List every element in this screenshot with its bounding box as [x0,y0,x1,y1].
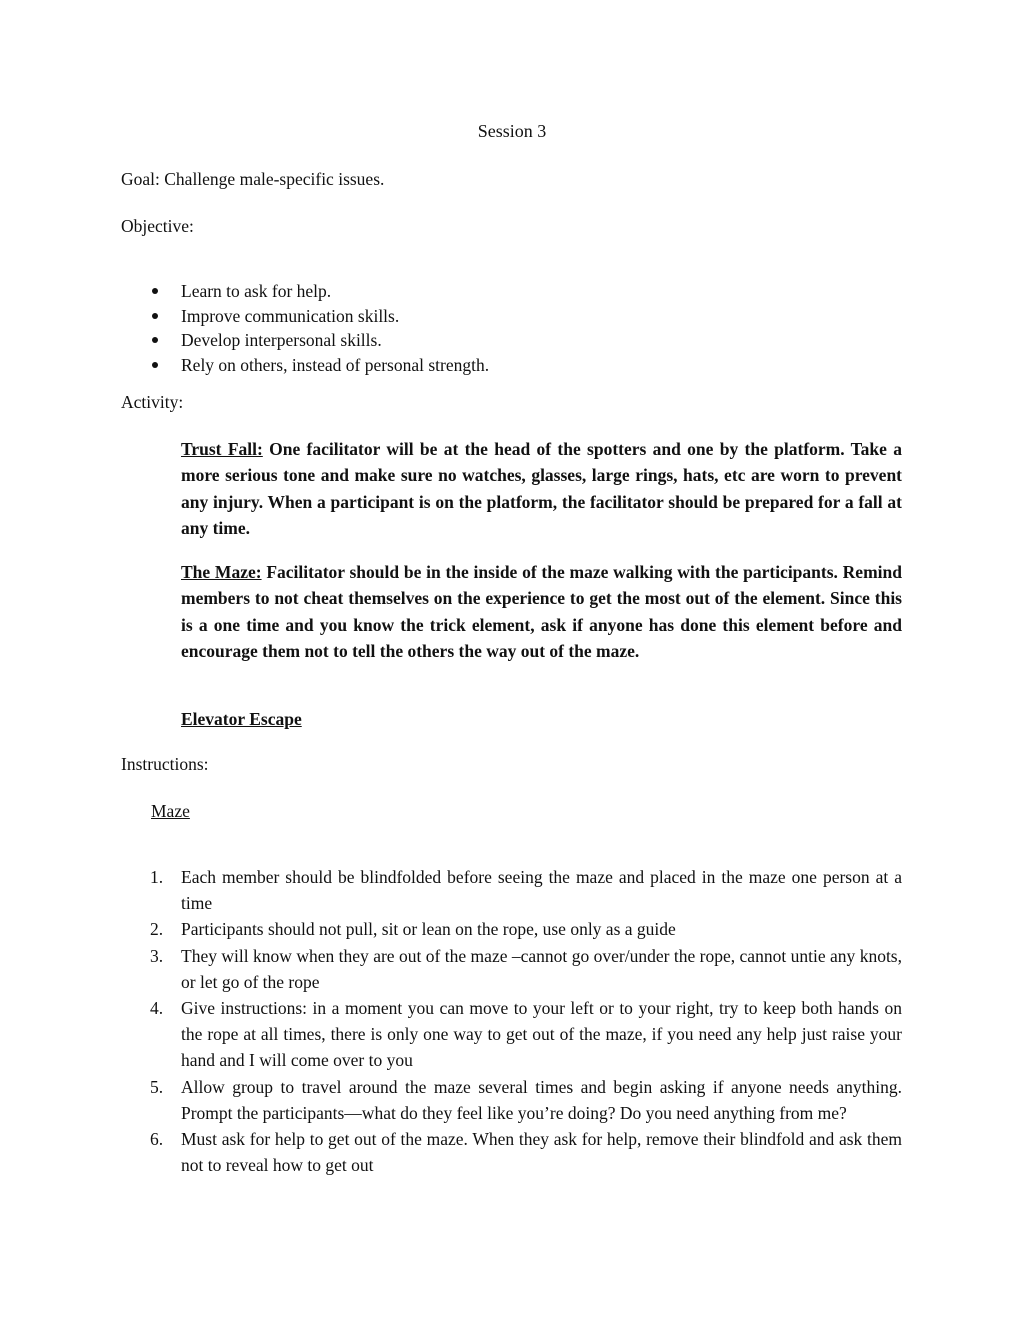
bullet-icon [152,337,158,343]
instructions-label: Instructions: [121,754,209,774]
trust-fall-paragraph [181,436,902,541]
trust-fall-heading: Trust Fall: [181,439,263,459]
objective-label: Objective: [121,216,194,236]
goal-text: Goal: Challenge male-specific issues. [121,169,385,189]
list-item: 6. Must ask for help to get out of the maze. When they ask for help, remove their blindfold and ask them not to reveal how to get out [150,1129,902,1176]
bullet-icon [152,362,158,368]
trust-fall-text: One facilitator will be at the head of the spotters and one by the platform. Take a more serious tone and make sure no watches, glasses, large rings, hats, etc are worn to prevent any injury. When a participant is on the platform, the facilitator should be prepared for a fall at any time. [181,439,902,538]
activity-label: Activity: [121,392,184,412]
maze-subheading: Maze [151,801,190,821]
maze-paragraph [181,559,902,664]
maze-text: Facilitator should be in the inside of the maze walking with the participants. Remind members to not cheat themselves on the experience to get the most out of the element. Since this is a one time and you know the trick element, ask if anyone has done this element before and encourage them not to tell the others the way out of the maze. [181,562,902,661]
list-item: 4. Give instructions: in a moment you can move to your left or to your right, try to keep both hands on the rope at all times, there is only one way to get out of the maze, if you need any help just raise your hand and I will come over to you [150,998,902,1071]
elevator-escape-heading: Elevator Escape [181,709,302,729]
maze-heading: The Maze: [181,562,262,582]
maze-steps-list [150,864,902,1178]
bullet-icon [152,288,158,294]
list-item: 1. Each member should be blindfolded before seeing the maze and placed in the maze one person at a time [150,867,902,914]
bullet-icon [152,313,158,319]
list-item: Improve communication skills. [150,304,489,329]
list-item: Develop interpersonal skills. [150,328,489,353]
list-item: Learn to ask for help. [150,279,489,304]
list-item: Rely on others, instead of personal strength. [150,353,489,378]
list-item: 3. They will know when they are out of the maze –cannot go over/under the rope, cannot untie any knots, or let go of the rope [150,945,902,992]
list-item: 5. Allow group to travel around the maze several times and begin asking if anyone needs anything. Prompt the participants—what do they feel like you’re doing? Do you need anything from me? [150,1076,902,1123]
list-item: 2. Participants should not pull, sit or lean on the rope, use only as a guide [150,919,676,940]
page-title: Session 3 [477,121,547,141]
objectives-list [150,279,489,377]
